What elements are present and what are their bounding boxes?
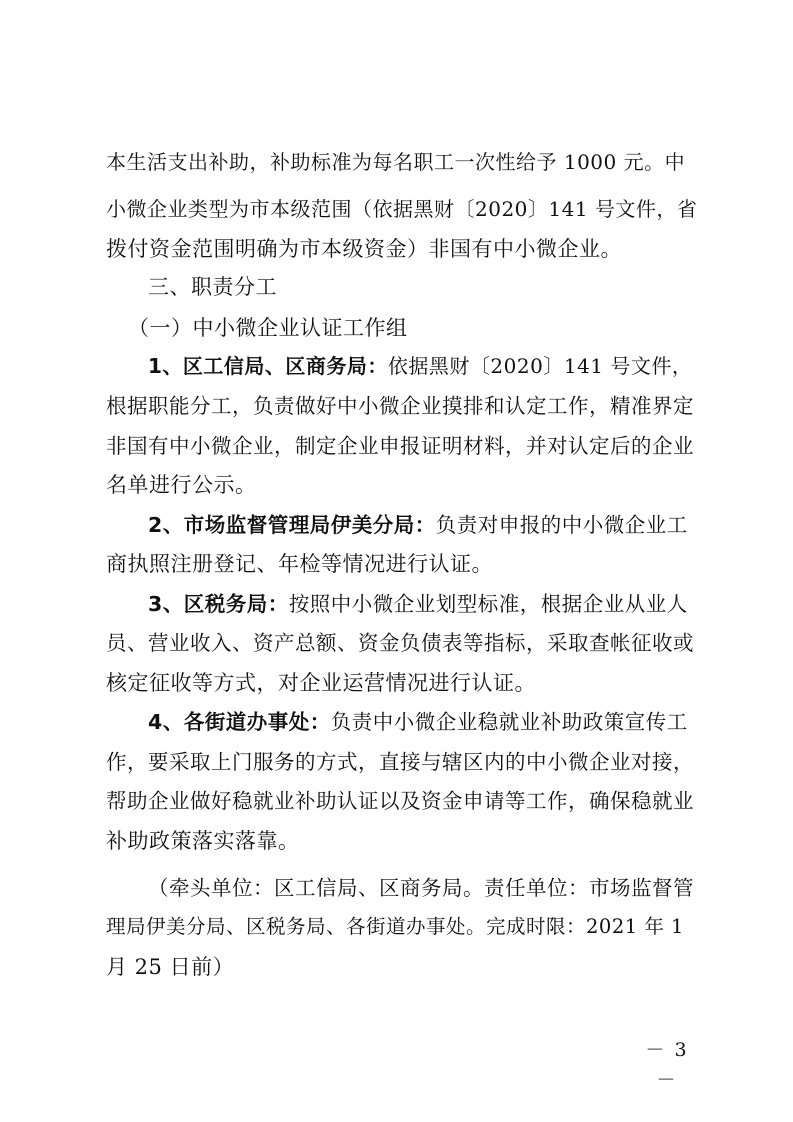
line-text: 拨付资金范围明确为市本级资金）非国有中小微企业。 <box>106 237 622 261</box>
section-heading-text: 三、职责分工 <box>148 275 277 299</box>
paragraph-line <box>106 391 696 421</box>
line-text: 核定征收等方式，对企业运营情况进行认证。 <box>106 671 536 695</box>
paragraph-line <box>106 826 696 856</box>
line-text: 依据黑财〔2020〕141 号文件， <box>387 354 693 378</box>
line-text: 理局伊美分局、区税务局、各街道办事处。完成时限：2021 年 1 <box>106 915 684 938</box>
paragraph-line <box>106 628 696 658</box>
line-text: 月 25 日前） <box>106 955 235 979</box>
line-text: 根据职能分工，负责做好中小微企业摸排和认定工作，精准界定 <box>106 394 694 418</box>
paragraph-line <box>106 234 696 264</box>
paragraph-line <box>106 194 696 224</box>
line-text: 负责对申报的中小微企业工 <box>435 513 688 537</box>
paragraph-line <box>148 589 696 619</box>
line-text: 名单进行公示。 <box>106 473 257 497</box>
line-text: 非国有中小微企业，制定企业申报证明材料，并对认定后的企业 <box>106 434 694 458</box>
subsection-heading <box>128 313 696 343</box>
line-text: 补助政策落实落靠。 <box>106 829 300 853</box>
item-lead-bold: 1、区工信局、区商务局： <box>148 354 388 378</box>
paragraph-line <box>106 786 696 816</box>
paragraph-line <box>106 147 696 177</box>
line-text: 小微企业类型为市本级范围（依据黑财〔2020〕141 号文件，省 <box>106 197 698 221</box>
page-number: － 3 － <box>645 1039 689 1091</box>
paragraph-line <box>106 912 696 942</box>
line-text: 帮助企业做好稳就业补助认证以及资金申请等工作，确保稳就业 <box>106 789 694 813</box>
paragraph-line <box>148 873 696 903</box>
item-lead-bold: 2、市场监督管理局伊美分局： <box>148 513 436 537</box>
line-text: 作，要采取上门服务的方式，直接与辖区内的中小微企业对接， <box>106 750 694 774</box>
paragraph-line <box>148 510 696 540</box>
subsection-heading-text: （一）中小微企业认证工作组 <box>128 316 408 340</box>
item-lead-bold: 4、各街道办事处： <box>148 710 331 734</box>
paragraph-line <box>106 470 696 500</box>
item-lead-bold: 3、区税务局： <box>148 592 289 616</box>
line-text: 按照中小微企业划型标准，根据企业从业人 <box>288 592 688 616</box>
paragraph-line <box>106 431 696 461</box>
paragraph-line <box>106 549 696 579</box>
line-text: 商执照注册登记、年检等情况进行认证。 <box>106 552 493 576</box>
line-text: 员、营业收入、资产总额、资金负债表等指标，采取查帐征收或 <box>106 631 694 655</box>
line-text: 本生活支出补助，补助标准为每名职工一次性给予 1000 元。中 <box>106 150 686 174</box>
line-text: 负责中小微企业稳就业补助政策宣传工 <box>330 710 688 734</box>
paragraph-line <box>148 707 696 737</box>
section-heading <box>148 272 696 302</box>
paragraph-line <box>106 952 696 982</box>
paragraph-line <box>106 747 696 777</box>
line-text: （牵头单位：区工信局、区商务局。责任单位：市场监督管 <box>148 876 694 900</box>
paragraph-line <box>106 668 696 698</box>
paragraph-line <box>148 351 696 381</box>
